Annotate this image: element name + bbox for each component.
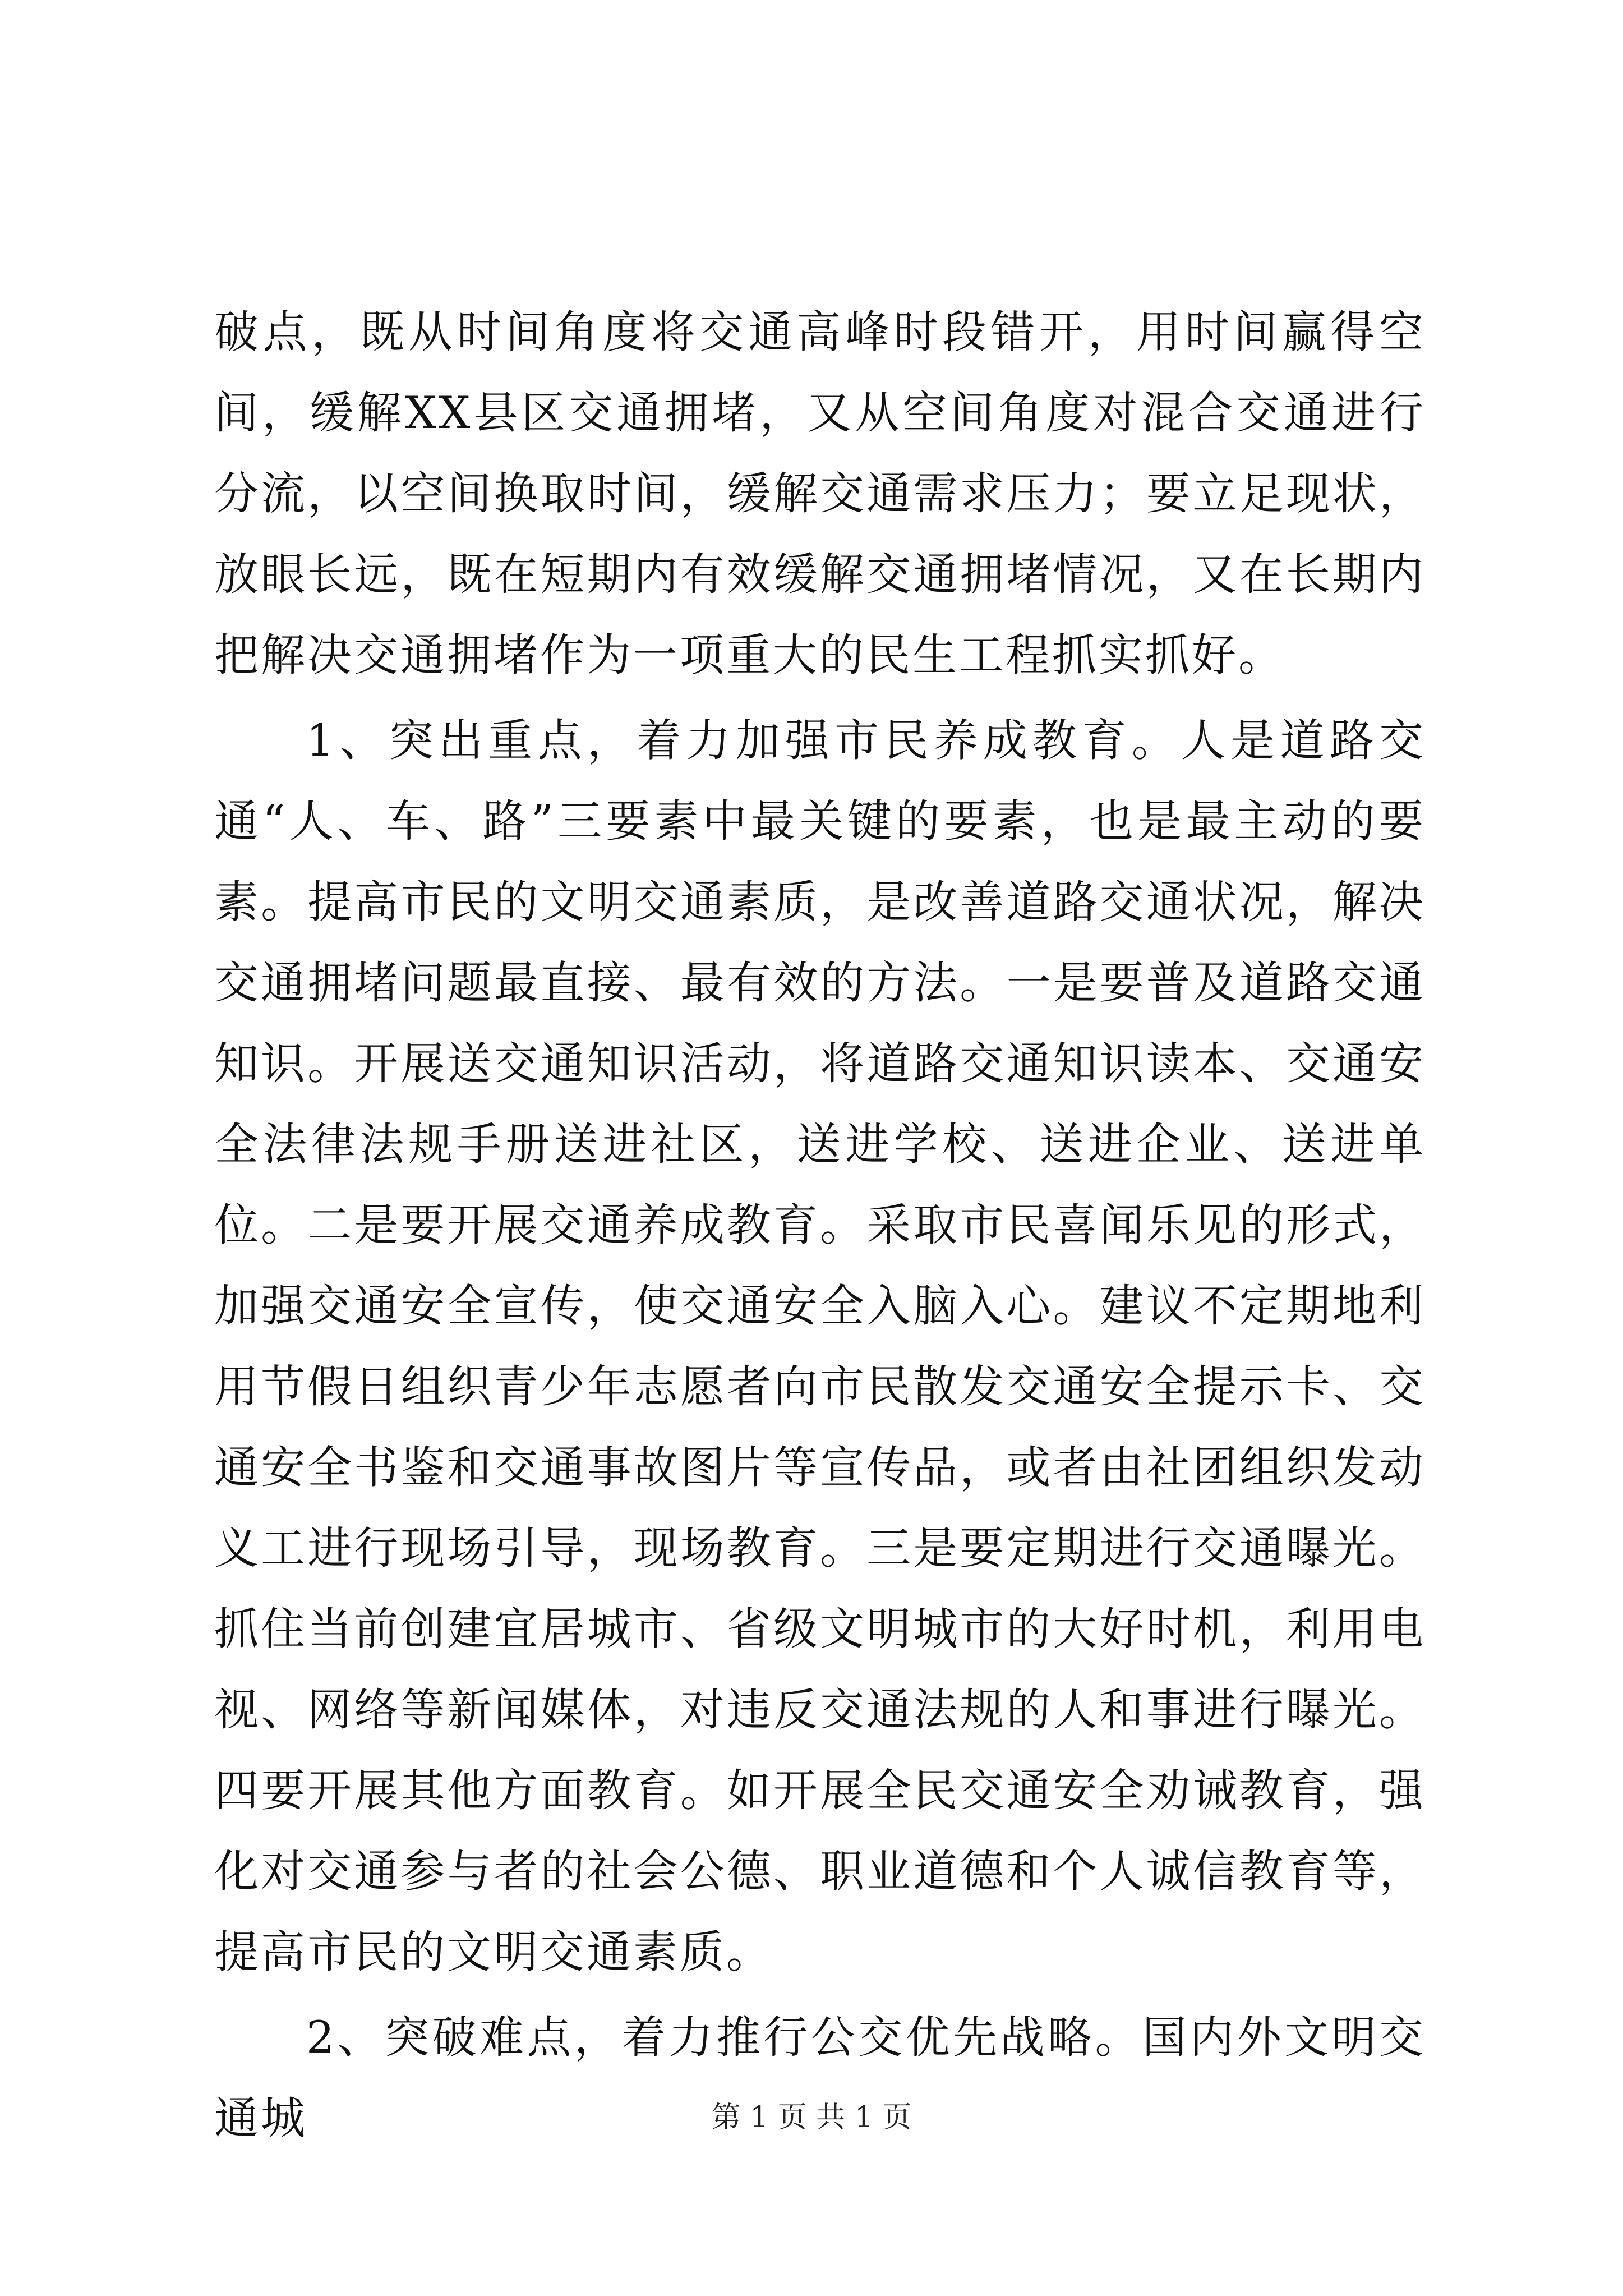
page-indicator: 第 1 页 共 1 页	[711, 2101, 912, 2134]
paragraph-intro-continuation: 破点，既从时间角度将交通高峰时段错开，用时间赢得空间，缓解XX县区交通拥堵，又从空间角度对混合交通进行分流，以空间换取时间，缓解交通需求压力；要立足现状，放眼长远，既在短期内有效缓解交通拥堵情况，又在长期内把解决交通拥堵作为一项重大的民生工程抓实抓好。	[214, 306, 1426, 681]
paragraph-section-1: 1、突出重点，着力加强市民养成教育。人是道路交通“人、车、路”三要素中最关键的要素，也是最主动的要素。提高市民的文明交通素质，是改善道路交通状况，解决交通拥堵问题最直接、最有效的方法。一是要普及道路交通知识。开展送交通知识活动，将道路交通知识读本、交通安全法律法规手册送进社区，送进学校、送进企业、送进单位。二是要开展交通养成教育。采取市民喜闻乐见的形式，加强交通安全宣传，使交通安全入脑入心。建议不定期地利用节假日组织青少年志愿者向市民散发交通安全提示卡、交通安全书鉴和交通事故图片等宣传品，或者由社团组织发动义工进行现场引导，现场教育。三是要定期进行交通曝光。抓住当前创建宜居城市、省级文明城市的大好时机，利用电视、网络等新闻媒体，对违反交通法规的人和事进行曝光。四要开展其他方面教育。如开展全民交通安全劝诫教育，强化对交通参与者的社会公德、职业道德和个人诚信教育等，提高市民的文明交通素质。	[214, 715, 1426, 1978]
page-footer	[0, 2098, 1623, 2137]
document-body	[214, 292, 1426, 2159]
paragraph-section-2: 2、突破难点，着力推行公交优先战略。国内外文明交通城	[214, 2012, 1426, 2144]
